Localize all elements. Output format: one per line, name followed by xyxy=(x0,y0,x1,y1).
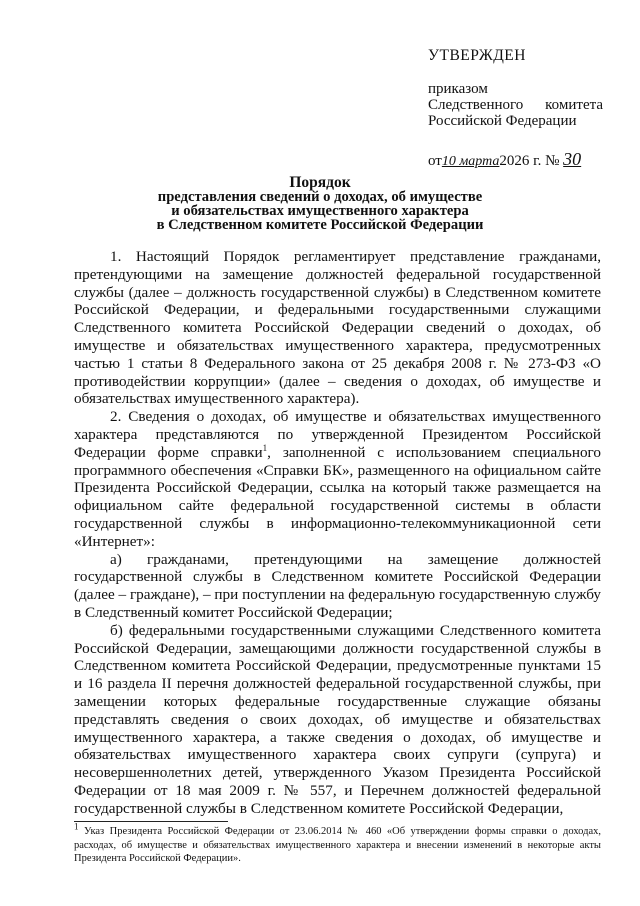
paragraph-2-part-a: 2. Сведения о доходах, об имуществе и обязательствах имущественного характера представляются по утвержденной Президентом Российской Федерации форме справки xyxy=(74,408,601,461)
footnote-separator xyxy=(74,821,228,822)
paragraph-2 xyxy=(74,408,601,550)
paragraph-2b: б) федеральными государственными служащими Следственного комитета Российской Федерации, замещающими должности государственной службы в Следственном комитета Российской Федерации, предусмотренные пунктами 15 и 16 раздела II перечня должностей федеральной государственной службы, при замещении которых федеральные государственные служащие обязаны представлять сведения о своих доходах, об имуществе и обязательствах имущественного характера, а также сведения о доходах, об имуществе и обязательствах имущественного характера своих супруги (супруга) и несовершеннолетних детей, утвержденного Указом Президента Российской Федерации от 18 мая 2009 г. № 557, и Перечнем должностей федеральной государственной службы в Следственном комитете Российской Федерации, xyxy=(74,621,601,817)
approval-block xyxy=(428,48,603,170)
approval-heading: УТВЕРЖДЕН xyxy=(428,47,526,64)
title-line-2: и обязательствах имущественного характера xyxy=(171,203,469,219)
handwritten-date: 10 марта xyxy=(441,154,500,169)
date-prefix: от xyxy=(428,153,442,169)
date-year: 2026 г. № xyxy=(499,153,560,169)
footnote-reference: 1 xyxy=(262,442,268,453)
approval-line-order: приказом xyxy=(428,81,488,97)
approval-line-federation: Российской Федерации xyxy=(428,113,577,129)
title-line-0: Порядок xyxy=(289,174,351,191)
approval-word-investigative: Следственного xyxy=(428,97,524,113)
handwritten-number: 30 xyxy=(563,149,582,169)
approval-date-line xyxy=(428,151,603,170)
paragraph-2-part-b: , заполненной с использованием специального программного обеспечения «Справки БК», размещенного на официальном сайте Президента Российской Федерации, ссылка на который также размещается на официальном сайте федеральной государственной системы в области государственной службы в информационно-телекоммуникационной сети «Интернет»: xyxy=(74,443,601,550)
approval-word-committee: комитета xyxy=(545,97,603,113)
approval-line-committee xyxy=(428,97,603,113)
footnote xyxy=(74,821,601,866)
footnote-text: Указ Президента Российской Федерации от 23.06.2014 № 460 «Об утверждении формы справки о доходах, расходах, об имуществе и обязательствах имущественного характера и внесении изменений в некоторые акты Президента Российской Федерации». xyxy=(74,826,601,864)
title-line-1: представления сведений о доходах, об имуществе xyxy=(157,189,483,205)
document-body xyxy=(74,248,601,818)
paragraph-2a: а) гражданами, претендующими на замещение должностей государственной службы в Следственном комитете Российской Федерации (далее – граждане), – при поступлении на федеральную государственную службу в Следственный комитет Российской Федерации; xyxy=(74,550,601,621)
document-title xyxy=(0,176,640,232)
footnote-mark: 1 xyxy=(74,821,79,832)
paragraph-1: 1. Настоящий Порядок регламентирует представление гражданами, претендующими на замещение должностей федеральной государственной службы (далее – должность государственной службы) в Следственном комитете Российской Федерации, и федеральными государственными служащими Следственного комитета Российской Федерации сведений о доходах, об имуществе и обязательствах имущественного характера, предусмотренных частью 1 статьи 8 Федерального закона от 25 декабря 2008 г. № 273-ФЗ «О противодействии коррупции» (далее – сведения о доходах, об имуществе и обязательствах имущественного характера). xyxy=(74,248,601,408)
title-line-3: в Следственном комитете Российской Федерации xyxy=(156,217,484,233)
